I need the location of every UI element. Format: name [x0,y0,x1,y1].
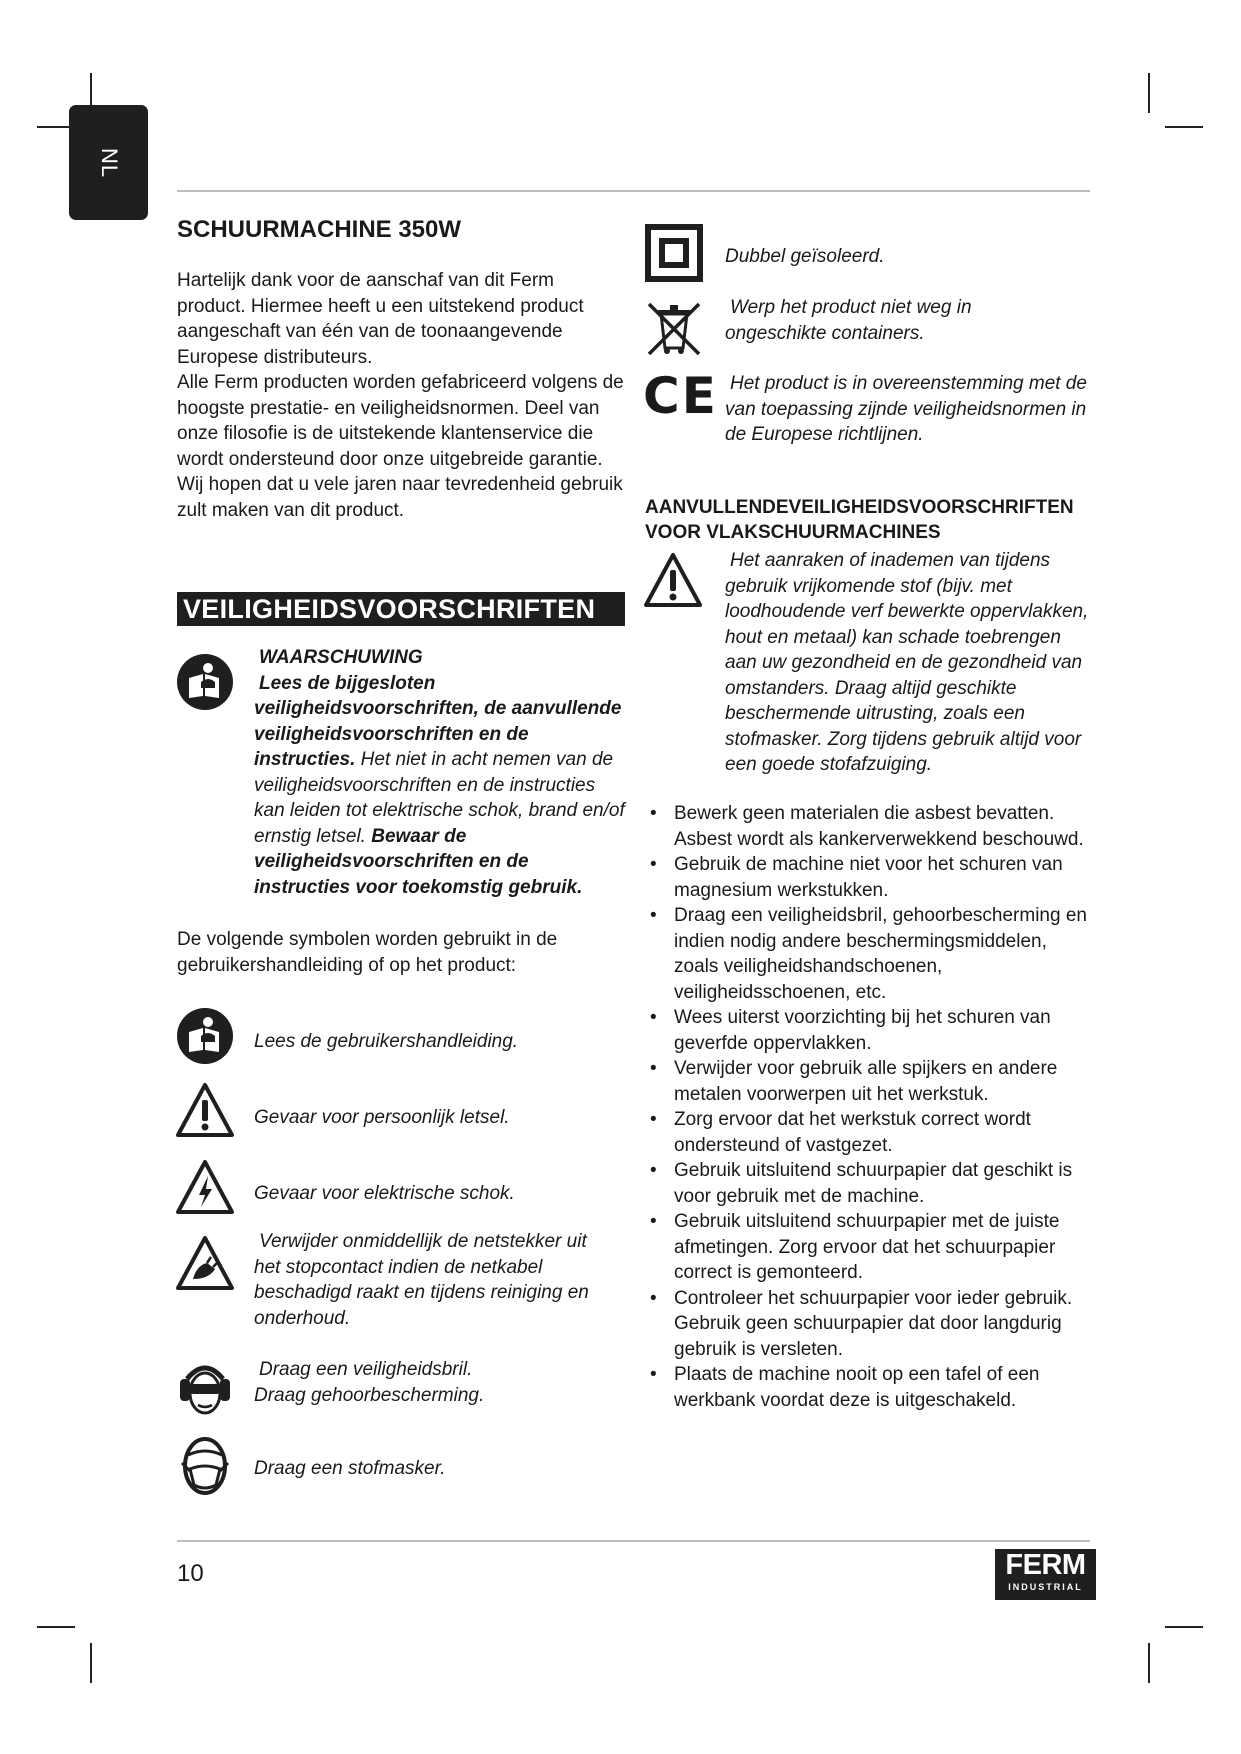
list-item-text: Wees uiterst voorzichting bij het schuren van geverfde oppervlakken. [674,1007,1051,1054]
unplug-icon [175,1235,235,1291]
list-item-text: Verwijder voor gebruik alle spijkers en andere metalen voorwerpen uit het werkstuk. [674,1058,1058,1105]
bullet-dot: • [650,1364,657,1385]
bullet-dot: • [650,1160,657,1181]
bullet-dot: • [650,1007,657,1028]
warning-bold-2: Bewaar de veiligheidsvoorschriften en de instructies voor toekomstig gebruik. [254,825,583,898]
list-item-text: Controleer het schuurpapier voor ieder gebruik. Gebruik geen schuurpapier dat door langdurig gebruik is versleten. [674,1287,1073,1360]
ferm-logo [995,1549,1096,1600]
bullet-dot: • [650,1287,657,1309]
bullet-dot: • [650,1109,657,1130]
warning-block [254,645,629,900]
list-item [650,1005,1090,1056]
symbol-double-text: Dubbel geïsoleerd. [725,246,885,267]
symbol-shock-text: Gevaar voor elektrische schok. [254,1183,515,1204]
list-item-text: Gebruik uitsluitend schuurpapier dat geschikt is voor gebruik met de machine. [674,1160,1073,1207]
language-label: NL [96,147,122,178]
double-insulated-icon [645,224,703,282]
bullet-dot: • [650,803,657,824]
warning-italic: Het niet in acht nemen van de veiligheidsvoorschriften en de instructies kan leiden tot elektrische schok, brand en/of ernstig letsel. [254,749,625,847]
ce-mark-icon: CE [643,367,718,425]
symbol-manual-text: Lees de gebruikershandleiding. [254,1031,519,1052]
logo-sub: INDUSTRIAL [1008,1582,1083,1592]
symbols-intro: De volgende symbolen worden gebruikt in de gebruikershandleiding of op het product: [177,929,558,976]
bullet-dot: • [650,1211,657,1232]
page-number: 10 [177,1560,204,1587]
intro-paragraph: Alle Ferm producten worden gefabriceerd volgens de hoogste prestatie- en veiligheidsnormen. Deel van onze filosofie is de uitstekende klantenservice die wordt ondersteund door onze uitgebreide garantie. [177,372,624,470]
list-item [650,801,1090,852]
symbol-plug-text: Verwijder onmiddellijk de netstekker uit het stopcontact indien de netkabel beschadigd raakt en tijdens reiniging en onderhoud. [254,1231,589,1329]
read-manual-icon [175,652,235,712]
symbol-goggles-text: Draag een veiligheidsbril. [259,1359,473,1380]
subhead-line-2: VOOR VLAKSCHUURMACHINES [645,522,941,543]
crop-mark [1148,1643,1150,1683]
warning-heading: WAARSCHUWING [259,647,423,668]
safety-bullet-list [650,801,1090,1413]
intro-paragraph: Wij hopen dat u vele jaren naar tevredenheid gebruik zult maken van dit product. [177,474,623,521]
list-item-text: Zorg ervoor dat het werkstuk correct wordt ondersteund of vastgezet. [674,1109,1031,1156]
read-manual-icon [175,1006,235,1066]
subhead-line-1: AANVULLENDEVEILIGHEIDSVOORSCHRIFTEN [645,497,1074,518]
list-item [650,1107,1090,1158]
symbol-bin-text: Werp het product niet weg in ongeschikte containers. [725,297,972,344]
warning-triangle-icon [643,552,703,608]
logo-name: FERM [1005,1549,1086,1581]
list-item [650,852,1090,903]
weee-bin-icon [645,300,703,358]
page-title: SCHUURMACHINE 350W [177,216,462,243]
list-item [650,1056,1090,1107]
warning-triangle-icon [175,1082,235,1138]
list-item-text: Plaats de machine nooit op een tafel of een werkbank voordat deze is uitgeschakeld. [674,1364,1040,1411]
symbol-ce-text: Het product is in overeenstemming met de van toepassing zijnde veiligheidsnormen in de Europese richtlijnen. [725,373,1087,445]
crop-mark [1165,1626,1203,1628]
dust-mask-icon [178,1435,232,1497]
symbol-injury-text: Gevaar voor persoonlijk letsel. [254,1107,510,1128]
intro-text [177,268,627,523]
list-item-text: Draag een veiligheidsbril, gehoorbescherming en indien nodig andere beschermingsmiddelen, zoals veiligheidshandschoenen, veiligheidsschoenen, etc. [674,905,1087,1003]
list-item-text: Gebruik de machine niet voor het schuren van magnesium werkstukken. [674,854,1063,901]
top-rule [177,190,1090,192]
warning-bold-1: Lees de bijgesloten veiligheidsvoorschriften, de aanvullende veiligheidsvoorschriften en de instructies. [254,672,622,770]
intro-paragraph: Hartelijk dank voor de aanschaf van dit Ferm product. Hiermee heeft u een uitstekend product aangeschaft van één van de toonaangevende Europese distributeurs. [177,270,584,368]
list-item [650,903,1090,1005]
list-item [650,1286,1090,1363]
goggles-ear-protection-icon [175,1357,235,1419]
list-item-text: Gebruik uitsluitend schuurpapier met de juiste afmetingen. Zorg ervoor dat het schuurpapier correct is gemonteerd. [674,1211,1060,1283]
language-tab [69,105,148,220]
symbol-hearing-text: Draag gehoorbescherming. [254,1384,485,1406]
bullet-dot: • [650,905,657,926]
crop-mark [1148,73,1150,113]
crop-mark [37,1626,75,1628]
list-item-text: Bewerk geen materialen die asbest bevatten. Asbest wordt als kankerverwekkend beschouwd. [674,803,1084,850]
list-item [650,1158,1090,1209]
electric-shock-icon [175,1159,235,1215]
crop-mark [90,1643,92,1683]
dust-warning-text: Het aanraken of inademen van tijdens gebruik vrijkomende stof (bijv. met loodhoudende verf bewerkte oppervlakken, hout en metaal) kan schade toebrengen aan uw gezondheid en de gezondheid van omstanders. Draag altijd geschikte beschermende uitrusting, zoals een stofmasker. Zorg tijdens gebruik altijd voor een goede stofafzuiging. [725,550,1089,775]
additional-safety-heading [645,495,1074,545]
symbol-protection-text [254,1357,484,1408]
list-item [650,1362,1090,1413]
bullet-dot: • [650,854,657,875]
bullet-dot: • [650,1058,657,1079]
bottom-rule [177,1540,1090,1542]
list-item [650,1209,1090,1286]
warning-text [254,671,629,901]
crop-mark [1165,126,1203,128]
symbol-mask-text: Draag een stofmasker. [254,1458,446,1479]
section-heading: VEILIGHEIDSVOORSCHRIFTEN [177,592,625,626]
